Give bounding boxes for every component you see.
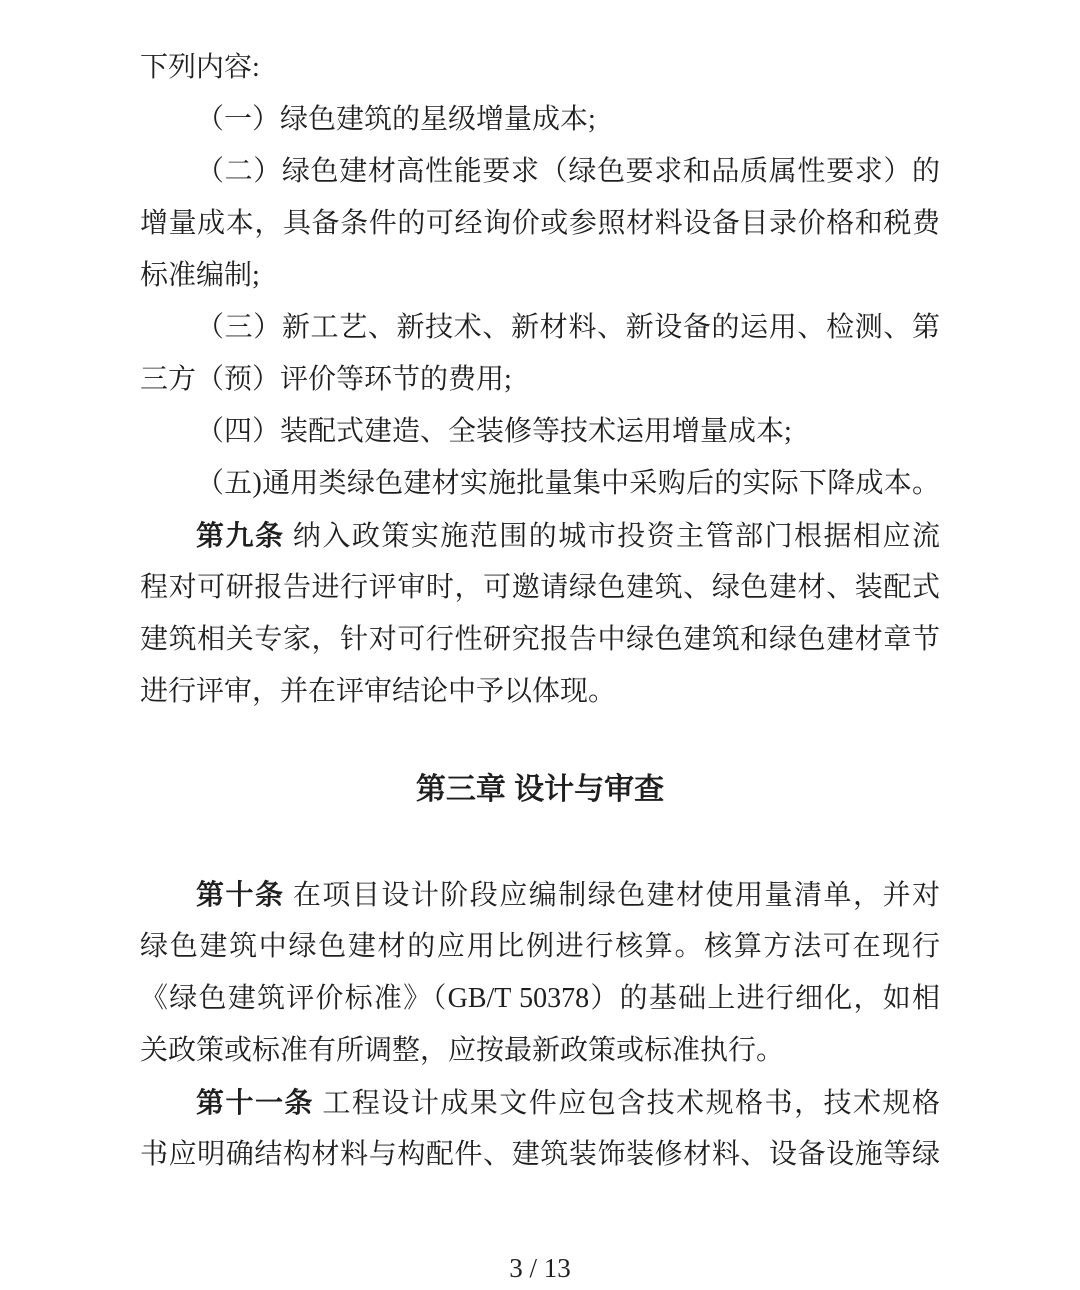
text-line [140, 1129, 940, 1181]
text-line [140, 146, 940, 198]
page-number: 3 / 13 [509, 1253, 571, 1283]
line-text: 增量成本，具备条件的可经询价或参照材料设备目录价格和税费 [140, 208, 940, 239]
text-line [140, 42, 940, 94]
page-footer [0, 1242, 1080, 1290]
line-text: 书应明确结构材料与构配件、建筑装饰装修材料、设备设施等绿 [140, 1139, 940, 1170]
article-number: 第九条 [196, 520, 285, 551]
text-line [140, 869, 940, 921]
text-line [140, 666, 940, 718]
text-line [140, 614, 940, 666]
text-line [140, 250, 940, 302]
line-text: （五)通用类绿色建材实施批量集中采购后的实际下降成本。 [196, 468, 940, 499]
line-text: （二）绿色建材高性能要求（绿色要求和品质属性要求）的 [196, 156, 940, 187]
text-line [140, 94, 940, 146]
document-body [140, 42, 940, 1181]
text-line [140, 510, 940, 562]
article-number: 第十条 [196, 879, 285, 910]
line-text: 关政策或标准有所调整，应按最新政策或标准执行。 [140, 1035, 785, 1066]
text-line [140, 354, 940, 406]
line-text: 纳入政策实施范围的城市投资主管部门根据相应流 [284, 521, 940, 552]
line-text: （一）绿色建筑的星级增量成本; [196, 104, 596, 135]
line-text: 程对可研报告进行评审时，可邀请绿色建筑、绿色建材、装配式 [140, 572, 940, 603]
line-text: 在项目设计阶段应编制绿色建材使用量清单，并对 [284, 880, 940, 911]
text-line [140, 921, 940, 973]
article-number: 第十一条 [196, 1087, 314, 1118]
line-text: （四）装配式建造、全装修等技术运用增量成本; [196, 416, 792, 447]
text-line [140, 1025, 940, 1077]
line-text: 进行评审，并在评审结论中予以体现。 [140, 676, 617, 707]
text-line [140, 973, 940, 1025]
text-line [140, 198, 940, 250]
line-text: 《绿色建筑评价标准》（GB/T 50378）的基础上进行细化，如相 [140, 983, 940, 1014]
line-text: 工程设计成果文件应包含技术规格书，技术规格 [313, 1088, 940, 1119]
line-text: 绿色建筑中绿色建材的应用比例进行核算。核算方法可在现行 [140, 931, 940, 962]
text-line [140, 1077, 940, 1129]
line-text: 标准编制; [140, 260, 260, 291]
text-line [140, 562, 940, 614]
text-line [140, 458, 940, 510]
line-text: 下列内容: [140, 52, 260, 83]
line-text: 三方（预）评价等环节的费用; [140, 364, 512, 395]
line-text: （三）新工艺、新技术、新材料、新设备的运用、检测、第 [196, 312, 940, 343]
chapter-heading: 第三章 设计与审查 [415, 773, 665, 806]
text-line [140, 302, 940, 354]
line-text: 建筑相关专家，针对可行性研究报告中绿色建筑和绿色建材章节 [140, 624, 940, 655]
text-line [140, 406, 940, 458]
